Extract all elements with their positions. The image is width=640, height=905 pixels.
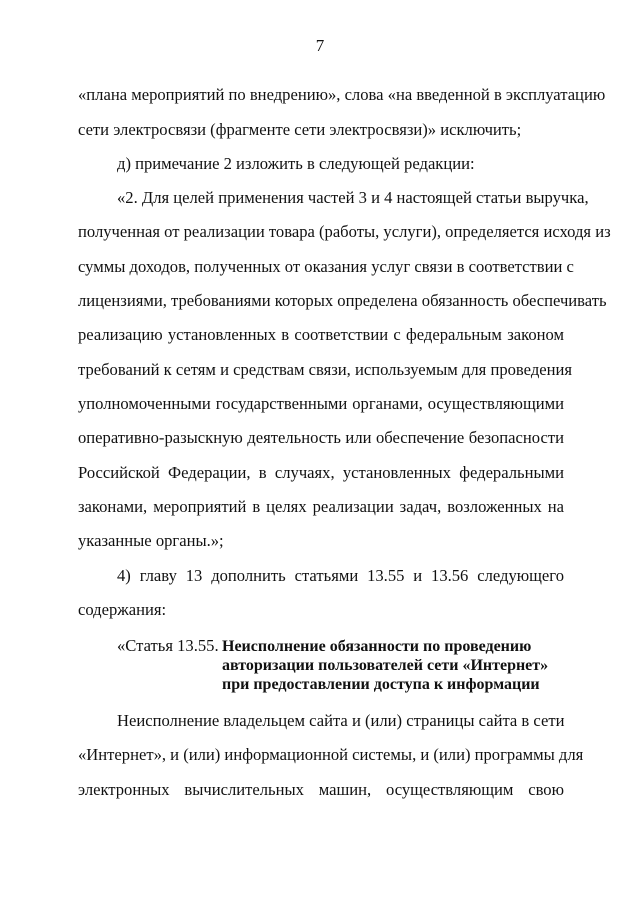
text-line: электронных вычислительных машин, осуществляющим свою: [78, 780, 564, 799]
article-title-line: авторизации пользователей сети «Интернет»: [222, 657, 549, 674]
article-title-line: Неисполнение обязанности по проведению: [222, 638, 532, 655]
text-line: «2. Для целей применения частей 3 и 4 настоящей статьи выручка,: [117, 188, 589, 207]
text-line: оперативно-разыскную деятельность или обеспечение безопасности: [78, 428, 564, 447]
text-line: Российской Федерации, в случаях, установленных федеральными: [78, 463, 564, 482]
article-number: «Статья 13.55.: [117, 636, 219, 655]
text-line: указанные органы.»;: [78, 531, 224, 550]
text-line: сети электросвязи (фрагменте сети электросвязи)» исключить;: [78, 120, 522, 139]
text-line: Неисполнение владельцем сайта и (или) страницы сайта в сети: [117, 711, 565, 730]
text-line: «плана мероприятий по внедрению», слова «на введенной в эксплуатацию: [78, 85, 606, 104]
text-line: суммы доходов, полученных от оказания услуг связи в соответствии с: [78, 257, 574, 276]
page-number: 7: [315, 36, 325, 55]
article-title-line: при предоставлении доступа к информации: [222, 676, 540, 693]
text-line: требований к сетям и средствам связи, используемым для проведения: [78, 360, 573, 379]
text-line: д) примечание 2 изложить в следующей редакции:: [117, 154, 475, 173]
text-line: полученная от реализации товара (работы, услуги), определяется исходя из: [78, 222, 611, 241]
text-line: содержания:: [78, 600, 167, 619]
text-line: «Интернет», и (или) информационной системы, и (или) программы для: [78, 745, 584, 764]
text-line: реализацию установленных в соответствии с федеральным законом: [78, 325, 564, 344]
text-line: лицензиями, требованиями которых определена обязанность обеспечивать: [78, 291, 607, 310]
text-line: законами, мероприятий в целях реализации задач, возложенных на: [78, 497, 564, 516]
text-line: 4) главу 13 дополнить статьями 13.55 и 13.56 следующего: [117, 566, 564, 585]
text-line: уполномоченными государственными органами, осуществляющими: [78, 394, 564, 413]
